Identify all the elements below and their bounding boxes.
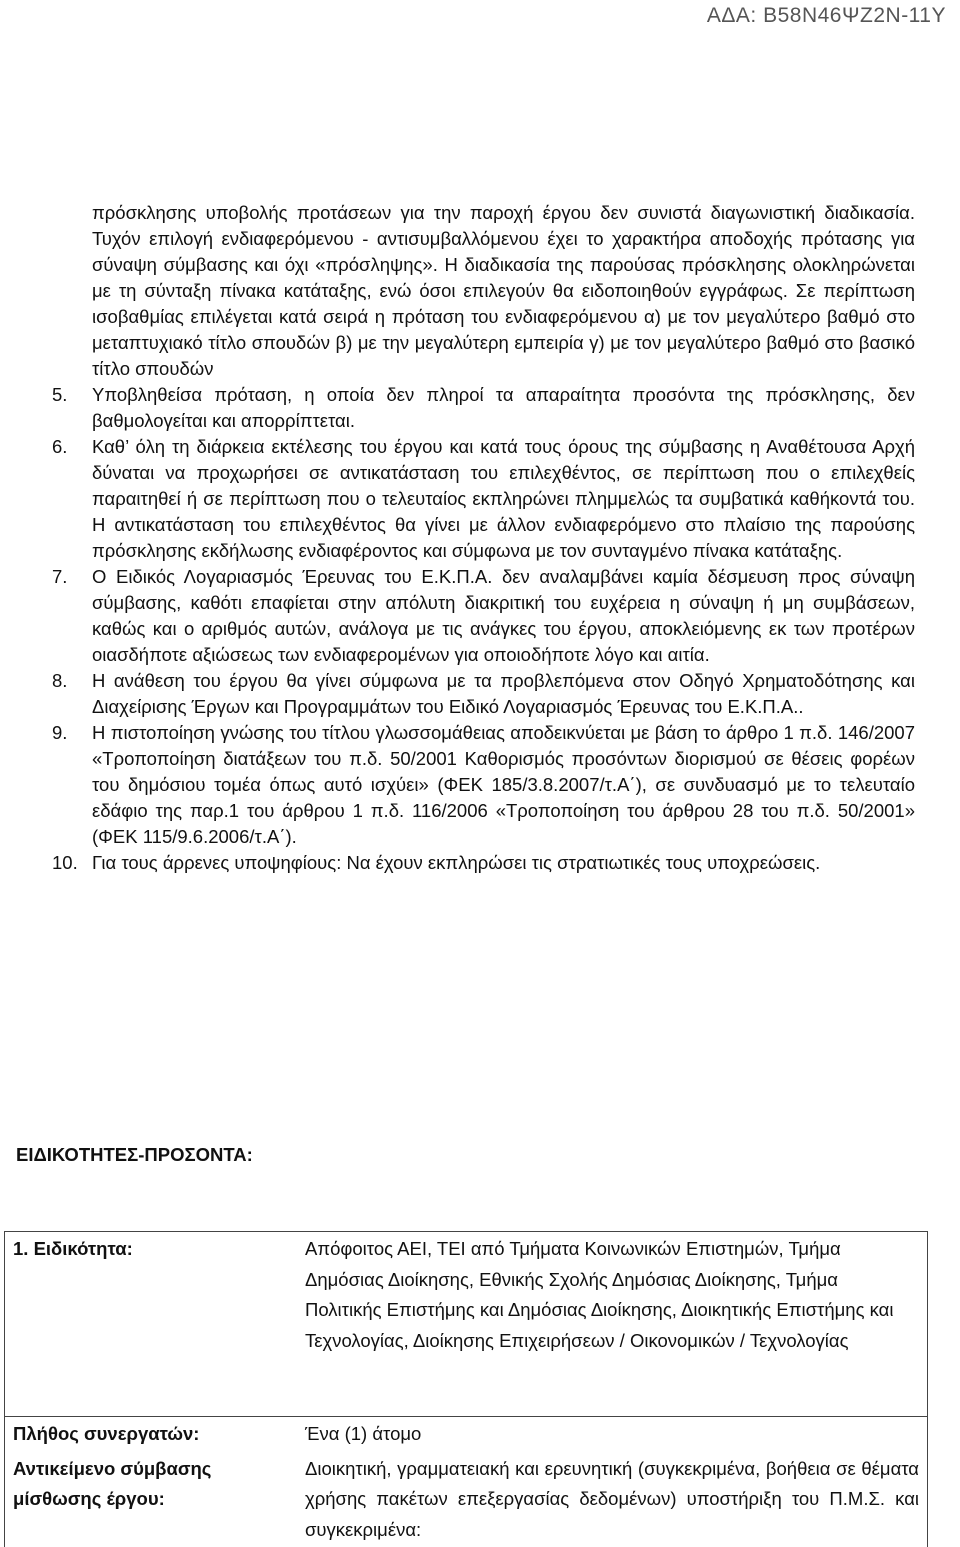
ada-code: ΑΔΑ: Β58Ν46ΨΖ2Ν-11Υ [707,4,946,28]
subject-value: Διοικητική, γραμματειακή και ερευνητική (συγκεκριμένα, βοήθεια σε θέματα χρήσης πακέτων επεξεργασίας δεδομένων) υποστήριξη του Π.Μ.Σ. και συγκεκριμένα: [297,1452,928,1547]
list-number: 10. [52,850,78,876]
count-label: Πλήθος συνεργατών: [5,1417,298,1452]
list-item-text: Για τους άρρενες υποψηφίους: Να έχουν εκπληρώσει τις στρατιωτικές τους υποχρεώσεις. [92,850,915,876]
count-value: Ένα (1) άτομο [297,1417,928,1452]
list-item-9 [92,720,915,850]
table-row [5,1232,928,1417]
list-item-text: Η ανάθεση του έργου θα γίνει σύμφωνα με τα προβλεπόμενα στον Οδηγό Χρηματοδότησης και Διαχείρισης Έργων και Προγραμμάτων του Ειδικό Λογαριασμός Έρευνας του Ε.Κ.Π.Α.. [92,668,915,720]
list-item-text: Ο Ειδικός Λογαριασμός Έρευνας του Ε.Κ.Π.Α. δεν αναλαμβάνει καμία δέσμευση προς σύναψη σύμβασης, καθότι επαφίεται στην απόλυτη διακριτική του ευχέρεια η σύναψη ή μη συμβάσεων, καθώς και ο αριθμός αυτών, ανάλογα με τις ανάγκες του έργου, αποκλειόμενης εκ των προτέρων οιασδήποτε αξιώσεως των ενδιαφερομένων για οποιοδήποτε λόγο και αιτία. [92,564,915,668]
intro-paragraph: πρόσκλησης υποβολής προτάσεων για την παροχή έργου δεν συνιστά διαγωνιστική διαδικασία. Τυχόν επιλογή ενδιαφερόμενου - αντισυμβαλλόμενου έχει το χαρακτήρα αποδοχής πρότασης για σύναψη σύμβασης και όχι «πρόσληψης». Η διαδικασία της παρούσας πρόσκλησης ολοκληρώνεται με τη σύνταξη πίνακα κατάταξης, ενώ όσοι επιλεγούν θα ειδοποιηθούν εγγράφως. Σε περίπτωση ισοβαθμίας επιλέγεται κατά σειρά η πρόταση του ενδιαφερόμενου α) με τον μεγαλύτερο βαθμό στο μεταπτυχιακό τίτλο σπουδών β) με την μεγαλύτερη εμπειρία γ) με τον μεγαλύτερο βαθμό στο βασικό τίτλο σπουδών [92,200,915,382]
list-item-text: Καθ’ όλη τη διάρκεια εκτέλεσης του έργου και κατά τους όρους της σύμβασης η Αναθέτουσα Αρχή δύναται να προχωρήσει σε αντικατάσταση του επιλεχθέντος, σε περίπτωση που ο επιλεχθείς παραιτηθεί ή σε περίπτωση που ο τελευταίος εκπληρώνει πλημμελώς τα συμβατικά καθήκοντά του. Η αντικατάσταση του επιλεχθέντος θα γίνει με άλλον ενδιαφερόμενο στο πλαίσιο της παρούσης πρόσκλησης εκδήλωσης ενδιαφέροντος και σύμφωνα με τον συνταγμένο πίνακα κατάταξης. [92,434,915,564]
list-number: 6. [52,434,67,460]
list-number: 7. [52,564,67,590]
list-item-text: Η πιστοποίηση γνώσης του τίτλου γλωσσομάθειας αποδεικνύεται με βάση το άρθρο 1 π.δ. 146/2007 «Τροποποίηση διατάξεων του π.δ. 50/2001 Καθορισμός προσόντων διορισμού σε θέσεις φορέων του δημόσιου τομέα όπως αυτό ισχύει» (ΦΕΚ 185/3.8.2007/τ.Α΄), σε συνδυασμό με το τελευταίο εδάφιο της παρ.1 του άρθρου 1 π.δ. 116/2006 «Τροποποίηση του άρθρου 28 του π.δ. 50/2001» (ΦΕΚ 115/9.6.2006/τ.Α΄). [92,720,915,850]
list-number: 5. [52,382,67,408]
list-item-text: Υποβληθείσα πρόταση, η οποία δεν πληροί τα απαραίτητα προσόντα της πρόσκλησης, δεν βαθμολογείται και απορρίπτεται. [92,382,915,434]
specialty-label: 1. Ειδικότητα: [5,1232,298,1417]
list-item-10 [92,850,915,876]
specialty-table [4,1231,928,1547]
list-number: 8. [52,668,67,694]
list-number: 9. [52,720,67,746]
list-item-6 [92,434,915,564]
list-item-5 [92,382,915,434]
list-item-8 [92,668,915,720]
table-row [5,1417,928,1452]
list-item-7 [92,564,915,668]
specialty-value: Απόφοιτος ΑΕΙ, ΤΕΙ από Τμήματα Κοινωνικών Επιστημών, Τμήμα Δημόσιας Διοίκησης, Εθνικής Σχολής Δημόσιας Διοίκησης, Τμήμα Πολιτικής Επιστήμης και Δημόσιας Διοίκησης, Διοικητικής Επιστήμης και Τεχνολογίας, Διοίκησης Επιχειρήσεων / Οικονομικών / Τεχνολογίας [297,1232,928,1417]
section-heading: ΕΙΔΙΚΟΤΗΤΕΣ-ΠΡΟΣΟΝΤΑ: [16,1144,253,1166]
subject-label: Αντικείμενο σύμβασης μίσθωσης έργου: [5,1452,298,1547]
document-body [92,200,915,876]
